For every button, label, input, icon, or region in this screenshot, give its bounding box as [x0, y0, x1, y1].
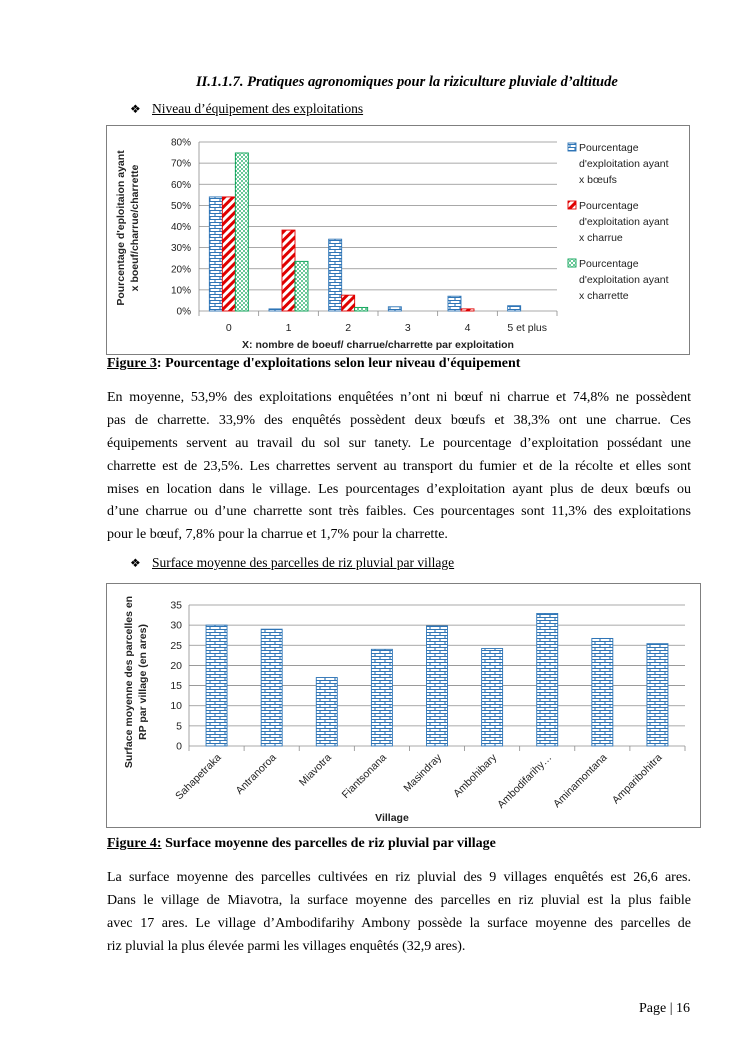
bullet-heading-surface	[130, 555, 454, 571]
bar	[482, 649, 503, 746]
figure3-label: Figure 3	[107, 356, 157, 371]
y-tick-label: 10%	[170, 285, 191, 297]
chart1-gridlines	[199, 142, 557, 311]
y-tick-label: 30	[170, 619, 182, 632]
x-tick-label: Aminamontana	[551, 751, 610, 811]
bar	[209, 197, 222, 311]
bullet-text: Niveau d’équipement des exploitations	[152, 101, 364, 116]
paragraph-line: équipements servent au travail du sol sur tanety. Le pourcentage d’exploitation possédant une	[107, 435, 691, 451]
x-tick-label: 1	[285, 322, 292, 334]
bar	[295, 261, 308, 311]
y-tick-label: 50%	[170, 200, 191, 212]
bar	[222, 197, 235, 311]
y-tick-label: 0	[176, 740, 182, 753]
bar	[282, 230, 295, 311]
figure4-text: Surface moyenne des parcelles de riz pluvial par village	[161, 836, 496, 851]
legend-label: d'exploitation ayant	[579, 158, 669, 170]
legend-label: Pourcentage	[579, 258, 639, 270]
chart2-bars	[206, 613, 668, 746]
legend-label: x charrette	[579, 290, 629, 302]
paragraph-line: avec 17 ares. Le village d’Ambodifarihy Ambony possède la surface moyenne des parcelles de	[107, 915, 691, 931]
bar	[316, 678, 337, 746]
x-tick-label: 2	[345, 322, 352, 334]
paragraph-line: pas de charrette. 33,9% des enquêtés possèdent deux bœufs et 38,3% ont une charrue. Ces	[107, 412, 691, 428]
page-footer	[639, 1001, 690, 1017]
legend-swatch	[568, 259, 576, 267]
page-number: 16	[676, 1001, 690, 1016]
legend-label: x charrue	[579, 232, 623, 244]
y-tick-label: 20%	[170, 264, 191, 276]
x-axis-title: Village	[375, 812, 409, 824]
surface-chart-box	[106, 583, 701, 828]
bullet-heading-equipment	[130, 101, 363, 117]
figure3-text: : Pourcentage d'exploitations selon leur niveau d'équipement	[156, 356, 521, 371]
bar	[342, 295, 355, 311]
diamond-bullet-icon: ❖	[130, 102, 141, 116]
x-tick-label: Miavotra	[296, 751, 334, 789]
bar	[206, 625, 227, 746]
bar	[647, 644, 668, 746]
paragraph-line: pour le bœuf, 7,8% pour la charrue et 1,7% pour la charrette.	[107, 527, 448, 543]
legend-label: Pourcentage	[579, 200, 639, 212]
legend-label: d'exploitation ayant	[579, 274, 669, 286]
legend-label: d'exploitation ayant	[579, 216, 669, 228]
bar	[329, 239, 342, 311]
bullet-text: Surface moyenne des parcelles de riz pluvial par village	[152, 555, 455, 570]
bar	[355, 307, 368, 311]
y-tick-label: 60%	[170, 179, 191, 191]
bar	[461, 309, 474, 311]
paragraph-line: riz pluvial la plus élevée parmi les villages enquêtés (32,9 ares).	[107, 938, 466, 954]
x-tick-label: Sahapetraka	[173, 751, 224, 803]
legend-label: x bœufs	[579, 174, 617, 186]
figure3-caption	[107, 356, 520, 372]
bar	[261, 629, 282, 746]
y-tick-label: 10	[170, 700, 182, 713]
bar	[537, 613, 558, 746]
y-axis-title: Surface moyenne des parcelles en RP par village (en ares)	[123, 595, 149, 769]
bar	[427, 626, 448, 746]
y-tick-label: 80%	[170, 137, 191, 149]
y-tick-label: 5	[176, 720, 182, 733]
paragraph-line: La surface moyenne des parcelles cultivées en riz pluvial des 9 villages enquêtés est 26,6 ares.	[107, 870, 691, 885]
page-separator: |	[666, 1001, 676, 1016]
y-tick-label: 30%	[170, 243, 191, 255]
x-tick-label: 5 et plus	[507, 322, 548, 334]
page-label: Page	[638, 1001, 667, 1016]
y-tick-label: 40%	[170, 222, 191, 233]
x-tick-label: 3	[404, 322, 411, 334]
x-tick-label: Antranoroa	[233, 751, 279, 797]
chart1-bars	[209, 153, 520, 311]
surface-chart	[107, 584, 700, 827]
y-tick-label: 0%	[176, 306, 191, 318]
x-tick-label: 4	[464, 322, 471, 334]
x-tick-label: Amparibohitra	[609, 751, 665, 807]
figure4-caption	[107, 836, 496, 852]
y-tick-label: 25	[170, 639, 182, 652]
x-tick-label: 0	[225, 322, 232, 334]
x-tick-label: Ambodifarihy…	[495, 751, 555, 811]
legend-swatch	[568, 143, 576, 151]
x-tick-label: Fiantsonana	[339, 751, 390, 801]
paragraph-equipment	[107, 387, 691, 547]
bar	[508, 306, 521, 311]
paragraph-line: d’une charrue ou d’une charrette sont très faibles. Ces pourcentages sont 11,3% des exploitations	[107, 504, 691, 520]
legend-label: Pourcentage	[579, 142, 639, 154]
y-axis-title: Pourcentage d'eploitaion ayant x boeuf/charrue/charrette	[115, 150, 141, 306]
bar	[592, 638, 613, 746]
bar	[235, 153, 248, 311]
equipment-chart	[107, 126, 689, 354]
y-tick-label: 70%	[170, 158, 191, 170]
bar	[371, 649, 392, 746]
y-tick-label: 35	[170, 599, 182, 612]
x-axis-title: X: nombre de boeuf/ charrue/charrette par exploitation	[242, 339, 514, 351]
paragraph-line: Dans le village de Miavotra, la surface moyenne des parcelles en riz pluvial est la plus faible	[107, 892, 691, 908]
x-tick-label: Ambohibary	[451, 751, 500, 800]
x-tick-label: Masindray	[401, 751, 445, 795]
paragraph-line: charrette est de 23,5%. Les charrettes servent au transport du fumier et de la récolte et elles sont	[107, 458, 691, 474]
section-heading: II.1.1.7. Pratiques agronomiques pour la riziculture pluviale d’altitude	[196, 74, 618, 90]
bar	[269, 309, 282, 311]
y-tick-label: 15	[170, 680, 182, 693]
legend-swatch	[568, 201, 576, 209]
equipment-chart-box	[106, 125, 690, 355]
bar	[448, 296, 461, 311]
paragraph-line: mises en location dans le village. Les pourcentages d’exploitation ayant plus de deux bœufs ou	[107, 481, 691, 497]
paragraph-line: En moyenne, 53,9% des exploitations enquêtées n’ont ni bœuf ni charrue et 74,8% ne possèdent	[107, 390, 691, 405]
bar	[388, 307, 401, 311]
y-tick-label: 20	[170, 659, 182, 672]
chart1-legend	[568, 142, 669, 302]
diamond-bullet-icon: ❖	[130, 556, 141, 570]
figure4-label: Figure 4:	[107, 836, 162, 851]
paragraph-surface	[107, 867, 691, 959]
